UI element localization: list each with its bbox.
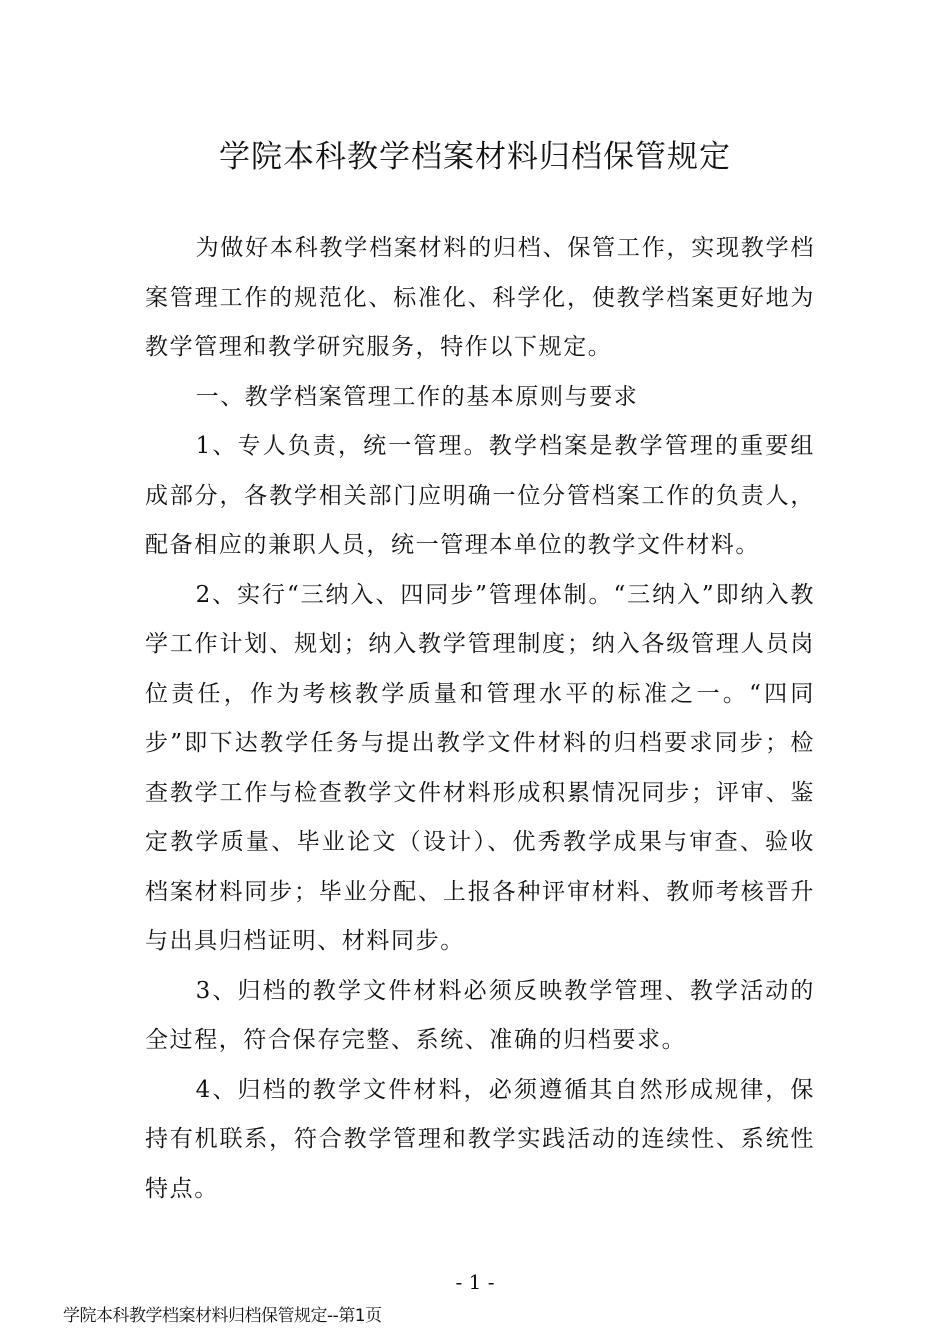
document-title: 学院本科教学档案材料归档保管规定 xyxy=(219,139,731,175)
page-footer: 学院本科教学档案材料归档保管规定--第1页 xyxy=(63,1306,382,1326)
paragraph-item-4: 4、归档的教学文件材料，必须遵循其自然形成规律，保持有机联系，符合教学管理和教学实践活动的连续性、系统性特点。 xyxy=(145,1076,815,1202)
paragraph-item-1: 1、专人负责，统一管理。教学档案是教学管理的重要组成部分，各教学相关部门应明确一位分管档案工作的负责人，配备相应的兼职人员，统一管理本单位的教学文件材料。 xyxy=(145,433,815,558)
page-number: - 1 - xyxy=(455,1270,495,1294)
paragraph-item-3: 3、归档的教学文件材料必须反映教学管理、教学活动的全过程，符合保存完整、系统、准确的归档要求。 xyxy=(145,977,815,1053)
paragraph-item-2: 2、实行“三纳入、四同步”管理体制。“三纳入”即纳入教学工作计划、规划；纳入教学管理制度；纳入各级管理人员岗位责任，作为考核教学质量和管理水平的标准之一。“四同步”即下达教学任务与提出教学文件材料的归档要求同步；检查教学工作与检查教学文件材料形成积累情况同步；评审、鉴定教学质量、毕业论文（设计）、优秀教学成果与审查、验收档案材料同步；毕业分配、上报各种评审材料、教师考核晋升与出具归档证明、材料同步。 xyxy=(145,581,815,954)
document-body xyxy=(145,224,815,1214)
paragraph-intro: 为做好本科教学档案材料的归档、保管工作，实现教学档案管理工作的规范化、标准化、科学化，使教学档案更好地为教学管理和教学研究服务，特作以下规定。 xyxy=(145,235,815,360)
section-heading-1: 一、教学档案管理工作的基本原则与要求 xyxy=(195,383,639,410)
